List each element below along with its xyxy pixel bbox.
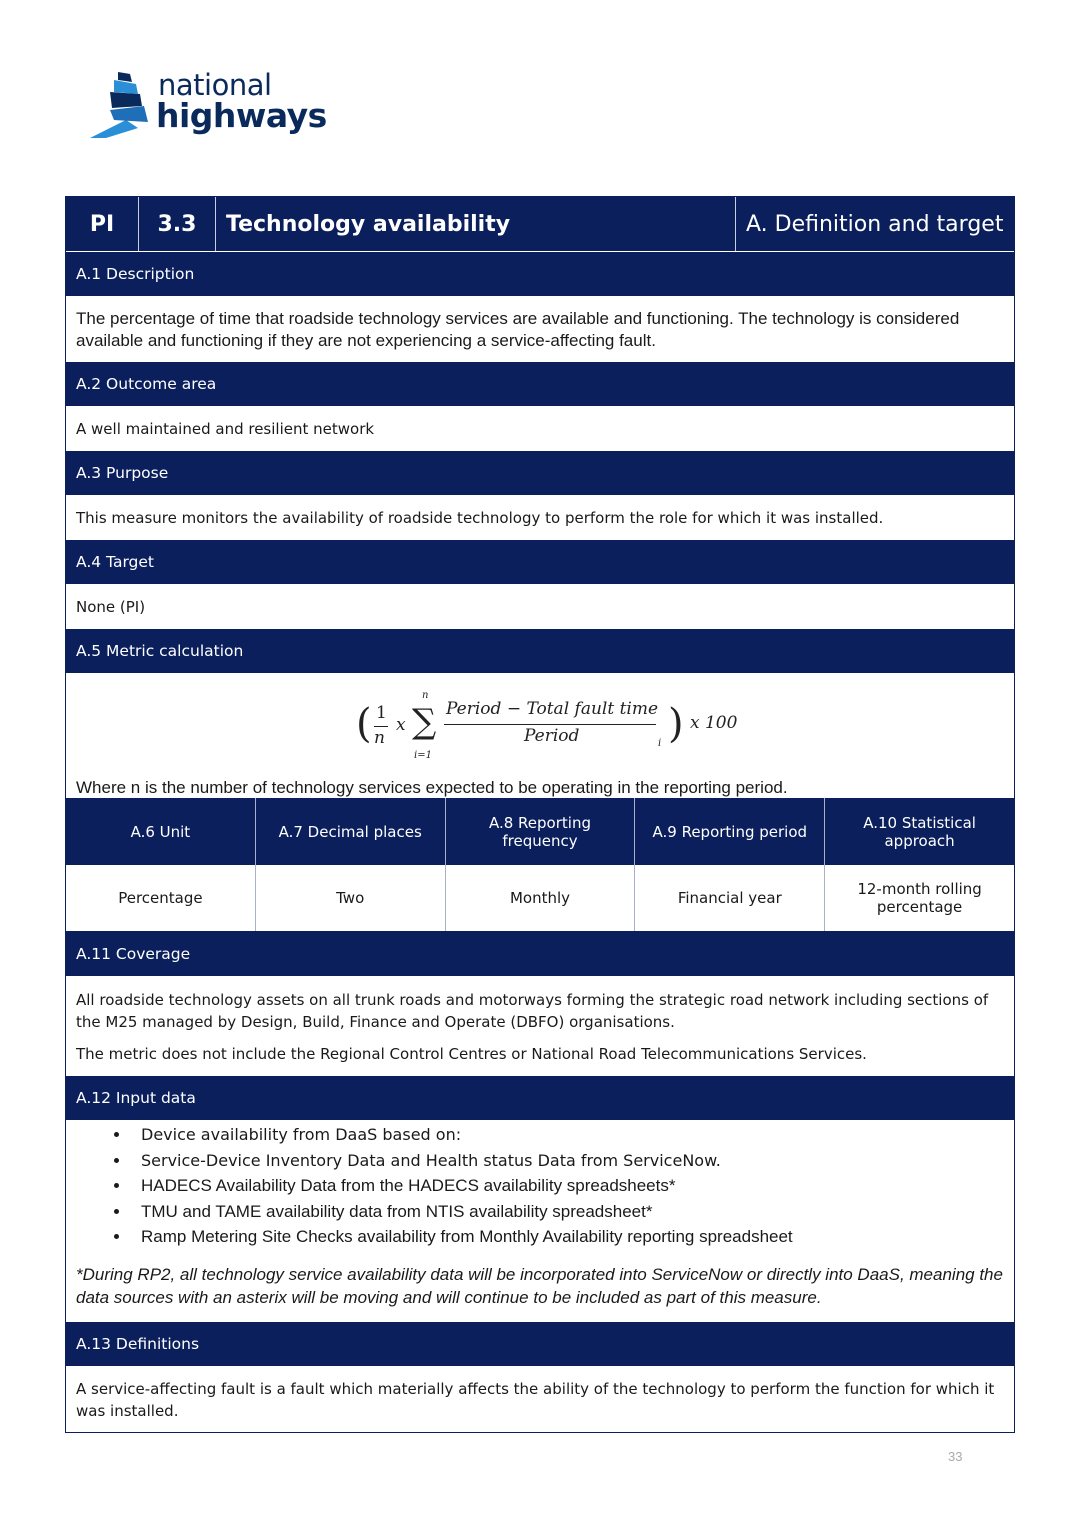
left-paren: (: [356, 701, 372, 747]
a12-content: [66, 1121, 1014, 1322]
pi-title: Technology availability: [216, 197, 736, 251]
a11-content: [66, 977, 1014, 1076]
decimal-places-header: A.7 Decimal places: [256, 798, 446, 865]
a2-text: A well maintained and resilient network: [76, 420, 375, 438]
page-number: 33: [948, 1449, 963, 1464]
input-data-list: [66, 1125, 1014, 1253]
attributes-value-row: [66, 865, 1014, 932]
metric-formula: [66, 674, 1014, 798]
table-header: [66, 197, 1014, 252]
statistical-approach-value: 12-month rolling percentage: [857, 880, 982, 916]
a4-heading: A.4 Target: [66, 540, 1014, 585]
section-title: A. Definition and target: [746, 211, 1004, 237]
a5-heading: A.5 Metric calculation: [66, 629, 1014, 674]
a11-paragraph: The metric does not include the Regional Control Centres or National Road Telecommunications Services.: [76, 1044, 867, 1063]
a11-paragraph: All roadside technology assets on all trunk roads and motorways forming the strategic road network including sections of the M25 managed by Design, Build, Finance and Operate (DBFO) organisations.: [76, 990, 989, 1031]
a12-heading: A.12 Input data: [66, 1076, 1014, 1121]
formula: ( 1 n x n ∑ i=1 Period − Total fault time Period i ) x 100: [356, 690, 738, 761]
pi-number: 3.3: [139, 197, 216, 251]
national-highways-logo: national highways: [86, 66, 326, 142]
fraction-rule: [374, 726, 388, 727]
a1-text: The percentage of time that roadside technology services are available and functioning. The technology is considered available and functioning if they are not experiencing a service-affecting fault.: [76, 308, 960, 350]
unit-value: Percentage: [66, 865, 256, 931]
formula-note: Where n is the number of technology services expected to be operating in the reporting period.: [76, 778, 788, 797]
a1-heading: A.1 Description: [66, 252, 1014, 297]
decimal-places-value: Two: [256, 865, 446, 931]
a13-text: A service-affecting fault is a fault which materially affects the ability of the technology to perform the function for which it was installed.: [76, 1379, 995, 1420]
list-item: • TMU and TAME availability data from NTIS availability spreadsheet*: [131, 1202, 1014, 1228]
right-paren: ): [668, 701, 684, 747]
attributes-header-row: [66, 798, 1014, 865]
summation-sign: ∑: [412, 702, 437, 742]
a3-heading: A.3 Purpose: [66, 451, 1014, 496]
a2-heading: A.2 Outcome area: [66, 362, 1014, 407]
reporting-period-header: A.9 Reporting period: [635, 798, 825, 865]
pi-label: PI: [66, 197, 139, 251]
list-item: • Service-Device Inventory Data and Health status Data from ServiceNow.: [131, 1151, 1014, 1177]
pi-definition-table: [65, 196, 1015, 1433]
a12-footnote: *During RP2, all technology service availability data will be incorporated into ServiceNow or directly into DaaS, meaning the data sources with an asterix will be moving and will continue to be included as part of this measure.: [76, 1264, 1003, 1307]
reporting-period-value: Financial year: [635, 865, 825, 931]
fraction-rule: [444, 724, 656, 725]
logo-mark-icon: [86, 70, 156, 142]
a13-heading: A.13 Definitions: [66, 1322, 1014, 1367]
a11-heading: A.11 Coverage: [66, 932, 1014, 977]
statistical-approach-header: A.10 Statistical approach: [863, 813, 976, 850]
list-item: • HADECS Availability Data from the HADECS availability spreadsheets*: [131, 1176, 1014, 1202]
list-item: • Ramp Metering Site Checks availability from Monthly Availability reporting spreadsheet: [131, 1227, 1014, 1253]
list-item: • Device availability from DaaS based on:: [131, 1125, 1014, 1151]
a3-text: This measure monitors the availability of roadside technology to perform the role for which it was installed.: [76, 509, 884, 527]
reporting-frequency-header: A.8 Reporting frequency: [446, 798, 636, 865]
reporting-frequency-value: Monthly: [446, 865, 636, 931]
a4-text: None (PI): [76, 598, 146, 616]
unit-header: A.6 Unit: [66, 798, 256, 865]
